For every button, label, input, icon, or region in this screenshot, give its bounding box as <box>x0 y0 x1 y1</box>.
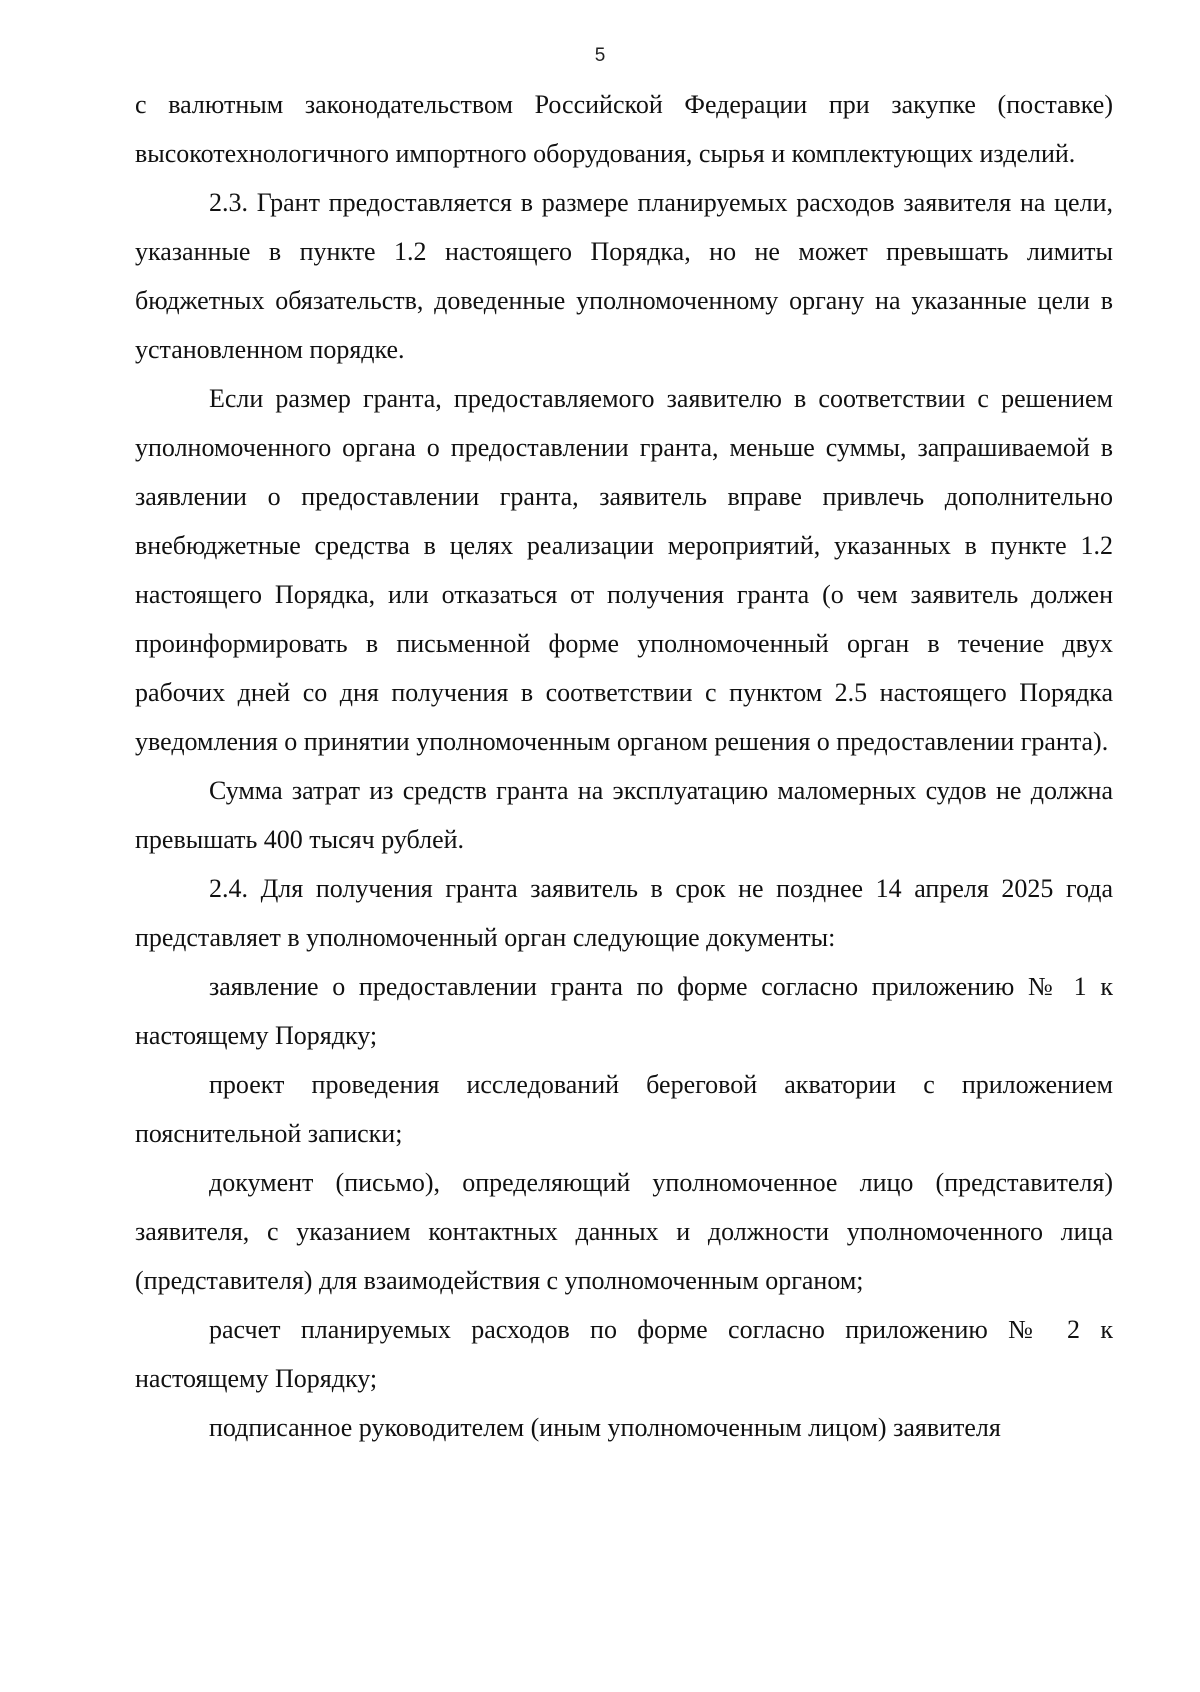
paragraph-2-4: 2.4. Для получения гранта заявитель в срок не позднее 14 апреля 2025 года представляет в уполномоченный орган следующие документы: <box>135 874 1113 952</box>
paragraph-grant-size-difference: Если размер гранта, предоставляемого заявителю в соответствии с решением уполномоченного органа о предоставлении гранта, меньше суммы, запрашиваемой в заявлении о предоставлении гранта, заявитель вправе привлечь дополнительно внебюджетные средства в целях реализации мероприятий, указанных в пункте 1.2 настоящего Порядка, или отказаться от получения гранта (о чем заявитель должен проинформировать в письменной форме уполномоченный орган в течение двух рабочих дней со дня получения в соответствии с пунктом 2.5 настоящего Порядка уведомления о принятии уполномоченным органом решения о предоставлении гранта). <box>135 384 1113 756</box>
page-number: 5 <box>594 45 606 66</box>
paragraph-2-3: 2.3. Грант предоставляется в размере планируемых расходов заявителя на цели, указанные в пункте 1.2 настоящего Порядка, но не может превышать лимиты бюджетных обязательств, доведенные уполномоченному органу на указанные цели в установленном порядке. <box>135 188 1113 364</box>
document-body <box>135 80 1113 1452</box>
paragraph-vessel-costs: Сумма затрат из средств гранта на эксплуатацию маломерных судов не должна превышать 400 тысяч рублей. <box>135 776 1113 854</box>
list-item-application: заявление о предоставлении гранта по форме согласно приложению № 1 к настоящему Порядку; <box>135 972 1113 1050</box>
list-item-expense-calculation: расчет планируемых расходов по форме согласно приложению № 2 к настоящему Порядку; <box>135 1315 1113 1393</box>
paragraph-continuation: с валютным законодательством Российской Федерации при закупке (поставке) высокотехнологичного импортного оборудования, сырья и комплектующих изделий. <box>135 90 1113 168</box>
list-item-research-project: проект проведения исследований береговой акватории с приложением пояснительной записки; <box>135 1070 1113 1148</box>
list-item-signed-by-head: подписанное руководителем (иным уполномоченным лицом) заявителя <box>209 1413 1001 1442</box>
list-item-representative-document: документ (письмо), определяющий уполномоченное лицо (представителя) заявителя, с указанием контактных данных и должности уполномоченного лица (представителя) для взаимодействия с уполномоченным органом; <box>135 1168 1113 1295</box>
